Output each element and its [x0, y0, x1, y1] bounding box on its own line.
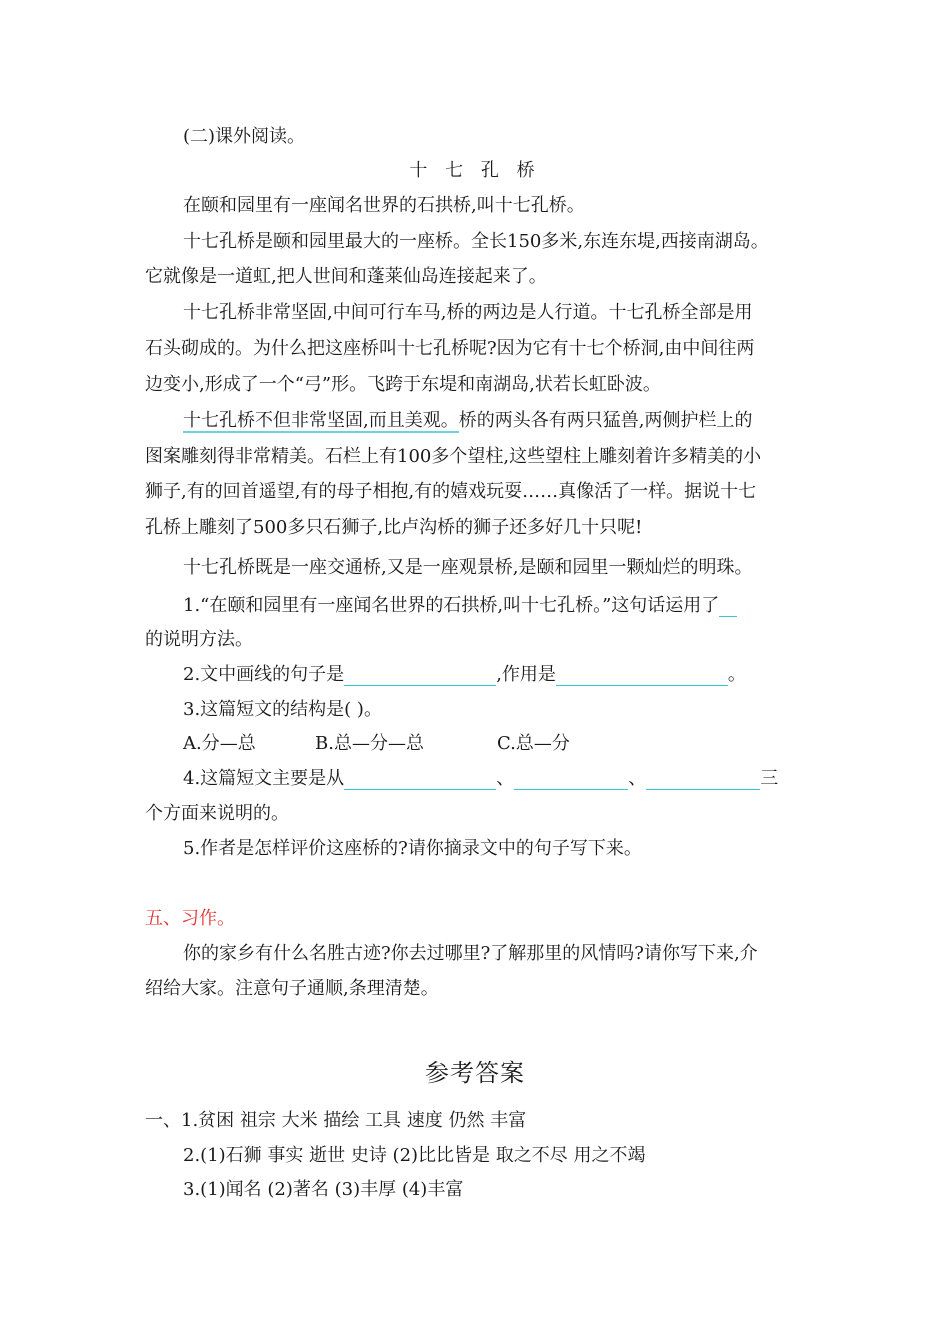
- question-2: [183, 658, 746, 692]
- question-1-text: 1.“在颐和园里有一座闻名世界的石拱桥,叫十七孔桥。”这句话运用了: [183, 595, 720, 616]
- paragraph-4-line-1: [183, 404, 752, 438]
- question-2-mid: ,作用是: [496, 664, 556, 685]
- answer-blank-4a[interactable]: [344, 769, 496, 790]
- paragraph-4-line-3: 狮子,有的回首遥望,有的母子相抱,有的嬉戏玩耍……真像活了一样。据说十七: [145, 481, 757, 502]
- underlined-sentence: 十七孔桥不但非常坚固,而且美观。: [183, 410, 459, 431]
- question-4-sep-2: 、: [628, 768, 647, 789]
- paragraph-1: 在颐和园里有一座闻名世界的石拱桥,叫十七孔桥。: [183, 195, 585, 216]
- paragraph-4-line-2: 图案雕刻得非常精美。石栏上有100多个望柱,这些望柱上雕刻着许多精美的小: [145, 446, 762, 467]
- question-1-cont: 的说明方法。: [145, 629, 253, 650]
- section-label: (二)课外阅读。: [183, 126, 306, 147]
- answer-blank-2b[interactable]: [556, 665, 728, 686]
- answer-line-3: 3.(1)闻名 (2)著名 (3)丰厚 (4)丰富: [183, 1179, 464, 1200]
- writing-prompt-line-1: 你的家乡有什么名胜古迹?你去过哪里?了解那里的风情吗?请你写下来,介: [183, 943, 758, 964]
- paragraph-3-line-3: 边变小,形成了一个“弓”形。飞跨于东堤和南湖岛,状若长虹卧波。: [145, 374, 661, 395]
- question-2-end: 。: [727, 664, 746, 685]
- paragraph-3-line-1: 十七孔桥非常坚固,中间可行车马,桥的两边是人行道。十七孔桥全部是用: [183, 302, 753, 323]
- answer-line-2: 2.(1)石狮 事实 逝世 史诗 (2)比比皆是 取之不尽 用之不竭: [183, 1145, 646, 1166]
- option-a[interactable]: A.分—总: [183, 733, 256, 754]
- question-4: [183, 762, 778, 796]
- paragraph-5: 十七孔桥既是一座交通桥,又是一座观景桥,是颐和园里一颗灿烂的明珠。: [183, 557, 753, 578]
- question-2-text: 2.文中画线的句子是: [183, 664, 345, 685]
- question-4-end: 三: [760, 768, 779, 789]
- question-4-text: 4.这篇短文主要是从: [183, 768, 345, 789]
- writing-prompt-line-2: 绍给大家。注意句子通顺,条理清楚。: [145, 978, 439, 999]
- paragraph-4-line-4: 孔桥上雕刻了500多只石狮子,比卢沟桥的狮子还多好几十只呢!: [145, 517, 643, 538]
- question-3-options: [183, 727, 570, 761]
- paragraph-2-line-2: 它就像是一道虹,把人世间和蓬莱仙岛连接起来了。: [145, 266, 547, 287]
- option-c[interactable]: C.总—分: [497, 733, 570, 754]
- paragraph-2-line-1: 十七孔桥是颐和园里最大的一座桥。全长150多米,东连东堤,西接南湖岛。: [183, 231, 769, 252]
- question-4-cont: 个方面来说明的。: [145, 803, 289, 824]
- answer-blank-1[interactable]: [719, 596, 737, 617]
- question-4-sep-1: 、: [496, 768, 515, 789]
- paragraph-3-line-2: 石头砌成的。为什么把这座桥叫十七孔桥呢?因为它有十七个桥洞,由中间往两: [145, 338, 755, 359]
- answer-blank-4b[interactable]: [514, 769, 628, 790]
- passage-title: 十 七 孔 桥: [409, 160, 541, 181]
- question-5: 5.作者是怎样评价这座桥的?请你摘录文中的句子写下来。: [183, 838, 642, 859]
- paragraph-4-line-1-rest: 桥的两头各有两只猛兽,两侧护栏上的: [458, 410, 753, 431]
- question-3: 3.这篇短文的结构是( )。: [183, 699, 382, 720]
- answers-title: 参考答案: [425, 1059, 525, 1087]
- writing-heading: 五、习作。: [145, 908, 235, 929]
- question-1: [183, 589, 737, 623]
- option-b[interactable]: B.总—分—总: [315, 733, 424, 754]
- answer-blank-2a[interactable]: [344, 665, 496, 686]
- answer-line-1: 一、1.贫困 祖宗 大米 描绘 工具 速度 仍然 丰富: [145, 1110, 527, 1131]
- answer-blank-4c[interactable]: [646, 769, 760, 790]
